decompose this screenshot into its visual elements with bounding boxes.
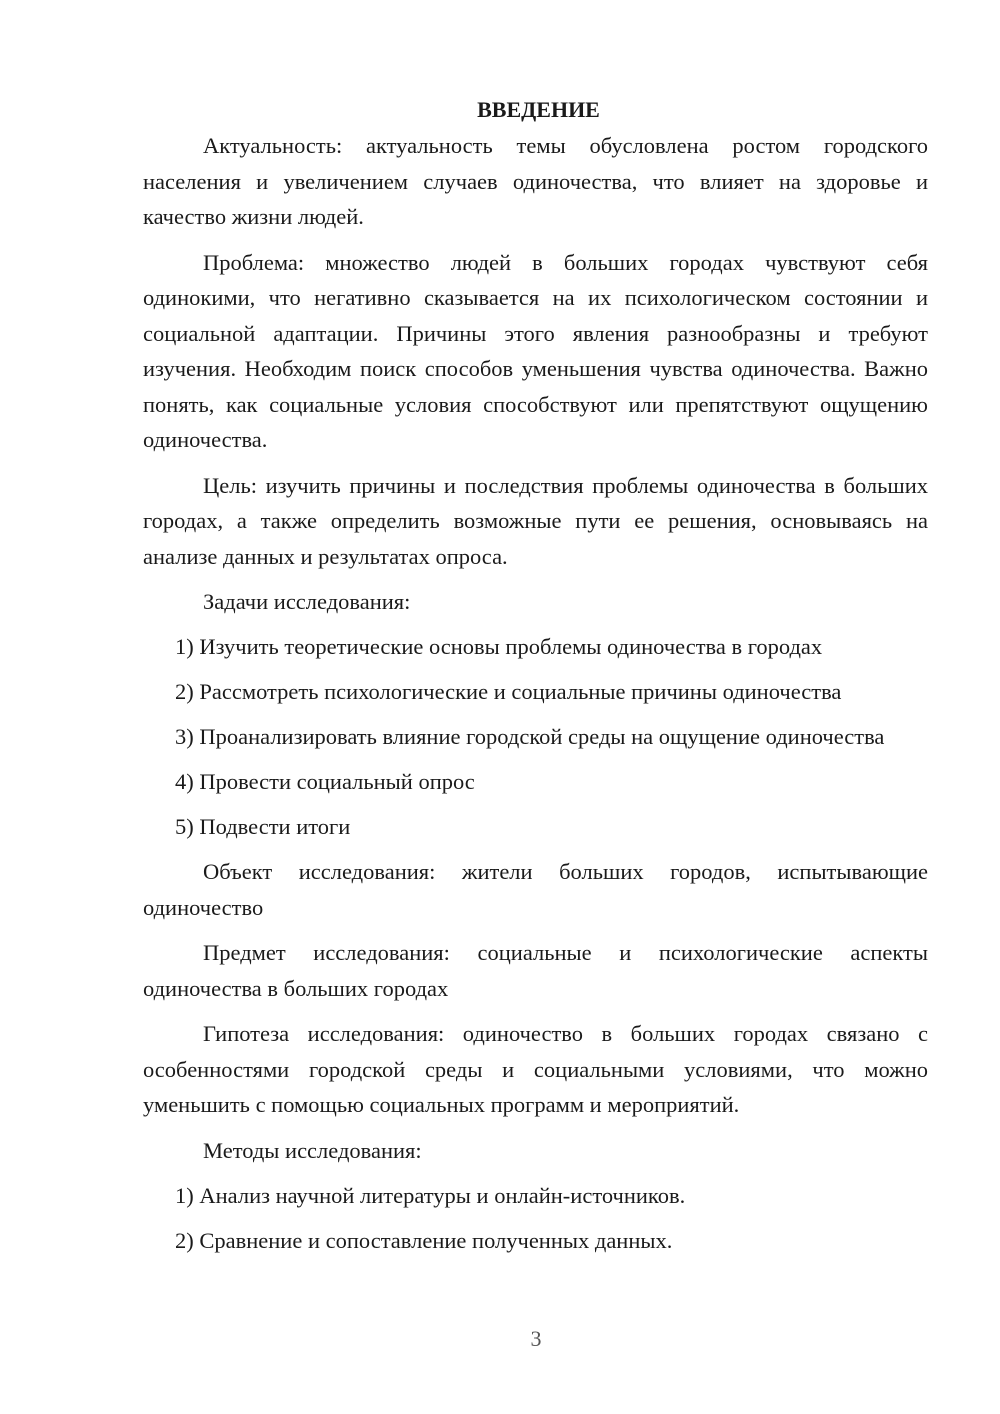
task-item-1: 1) Изучить теоретические основы проблемы одиночества в городах: [175, 634, 823, 659]
method-item-1: 1) Анализ научной литературы и онлайн-источников.: [175, 1182, 686, 1208]
task-item-2: 2) Рассмотреть психологические и социальные причины одиночества: [175, 679, 842, 704]
subject-paragraph: Предмет исследования: социальные и психологические аспекты одиночества в больших городах: [143, 940, 928, 1001]
object-paragraph: Объект исследования: жители больших городов, испытывающие одиночество: [143, 859, 928, 920]
problem-paragraph: Проблема: множество людей в больших городах чувствуют себя одинокими, что негативно сказывается на их психологическом состоянии и социальной адаптации. Причины этого явления разнообразны и требуют изучения. Необходим поиск способов уменьшения чувства одиночества. Важно понять, как социальные условия способствуют или препятствуют ощущению одиночества.: [143, 249, 928, 452]
task-item-4: 4) Провести социальный опрос: [175, 769, 475, 794]
method-item-2: 2) Сравнение и сопоставление полученных данных.: [175, 1227, 673, 1253]
task-item-5: 5) Подвести итоги: [175, 814, 351, 839]
methods-heading: Методы исследования:: [203, 1137, 422, 1163]
hypothesis-paragraph: Гипотеза исследования: одиночество в больших городах связано с особенностями городской среды и социальными условиями, что можно уменьшить с помощью социальных программ и мероприятий.: [143, 1021, 928, 1117]
section-heading: ВВЕДЕНИЕ: [477, 97, 600, 122]
page-number: 3: [530, 1326, 542, 1351]
tasks-heading: Задачи исследования:: [203, 589, 411, 614]
goal-paragraph: Цель: изучить причины и последствия проблемы одиночества в больших городах, а также определить возможные пути ее решения, основываясь на анализе данных и результатах опроса.: [143, 472, 928, 569]
document-body: [143, 92, 928, 1258]
task-item-3: 3) Проанализировать влияние городской среды на ощущение одиночества: [175, 724, 885, 749]
relevance-paragraph: Актуальность: актуальность темы обусловлена ростом городского населения и увеличением случаев одиночества, что влияет на здоровье и качество жизни людей.: [143, 133, 928, 229]
